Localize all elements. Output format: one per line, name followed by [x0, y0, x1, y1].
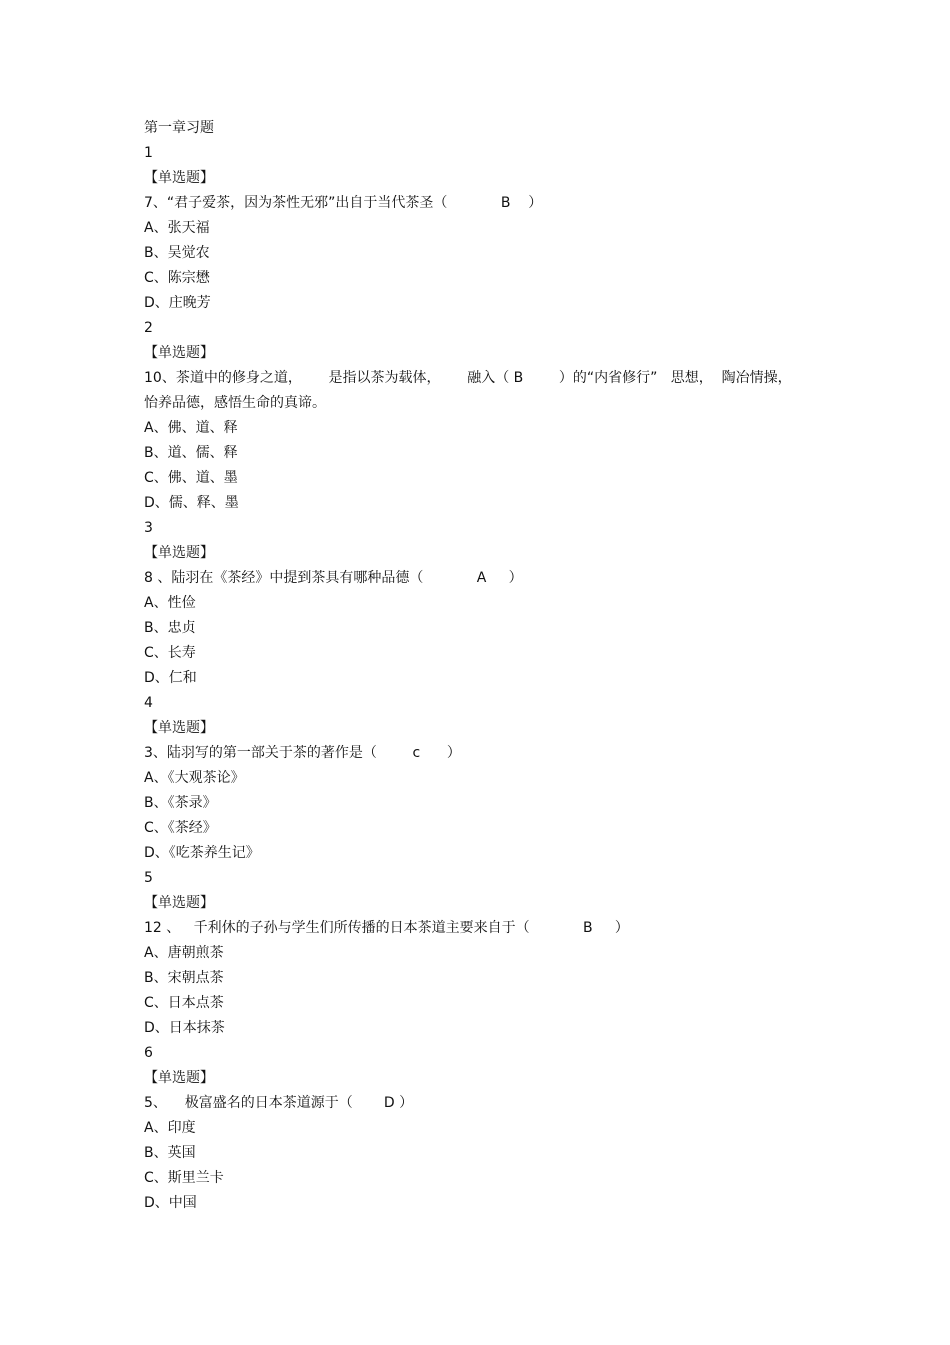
option-d: D、仁和 [144, 670, 197, 686]
question-type: 【单选题】 [144, 345, 214, 361]
question-type: 【单选题】 [144, 720, 214, 736]
option-a: A、唐朝煎茶 [144, 945, 224, 961]
option-c: C、长寿 [144, 645, 196, 661]
question-block [144, 1041, 824, 1216]
option-c: C、日本点茶 [144, 995, 224, 1011]
question-block [144, 866, 824, 1041]
question-stem: 7、“君子爱茶，因为茶性无邪”出自于当代茶圣（ B ） [144, 195, 543, 211]
option-b: B、忠贞 [144, 620, 196, 636]
option-a: A、张天福 [144, 220, 210, 236]
option-b: B、道、儒、释 [144, 445, 238, 461]
question-stem: 10、茶道中的修身之道， 是指以茶为载体， 融入（ B ）的“内省修行” 思想， 陶冶情操， [144, 370, 792, 386]
option-d: D、日本抹茶 [144, 1020, 225, 1036]
question-block [144, 516, 824, 691]
question-type: 【单选题】 [144, 1070, 214, 1086]
question-type: 【单选题】 [144, 170, 214, 186]
question-block [144, 141, 824, 316]
option-a: A、《大观茶论》 [144, 770, 245, 786]
question-block [144, 316, 824, 516]
question-stem-continuation: 怡养品德，感悟生命的真谛。 [144, 395, 326, 411]
option-c: C、斯里兰卡 [144, 1170, 224, 1186]
option-a: A、印度 [144, 1120, 196, 1136]
question-number: 2 [144, 320, 153, 336]
option-c: C、佛、道、墨 [144, 470, 238, 486]
question-number: 3 [144, 520, 153, 536]
question-number: 5 [144, 870, 153, 886]
option-d: D、儒、释、墨 [144, 495, 239, 511]
option-d: D、庄晚芳 [144, 295, 211, 311]
question-number: 1 [144, 145, 153, 161]
chapter-title: 第一章习题 [144, 120, 214, 136]
question-stem: 12 、 千利休的子孙与学生们所传播的日本茶道主要来自于（ B ） [144, 920, 629, 936]
question-stem: 8 、陆羽在《茶经》中提到茶具有哪种品德（ A ） [144, 570, 523, 586]
question-number: 4 [144, 695, 153, 711]
question-block [144, 691, 824, 866]
option-c: C、陈宗懋 [144, 270, 210, 286]
question-type: 【单选题】 [144, 895, 214, 911]
question-stem: 5、 极富盛名的日本茶道源于（ D ） [144, 1095, 414, 1111]
question-type: 【单选题】 [144, 545, 214, 561]
option-d: D、《吃茶养生记》 [144, 845, 260, 861]
option-b: B、宋朝点茶 [144, 970, 224, 986]
option-b: B、《茶录》 [144, 795, 217, 811]
option-d: D、中国 [144, 1195, 197, 1211]
option-a: A、佛、道、释 [144, 420, 238, 436]
option-b: B、英国 [144, 1145, 196, 1161]
option-c: C、《茶经》 [144, 820, 217, 836]
document-content [144, 116, 824, 1216]
option-a: A、性俭 [144, 595, 196, 611]
option-b: B、吴觉农 [144, 245, 210, 261]
question-number: 6 [144, 1045, 153, 1061]
question-stem: 3、陆羽写的第一部关于茶的著作是（ c ） [144, 745, 461, 761]
